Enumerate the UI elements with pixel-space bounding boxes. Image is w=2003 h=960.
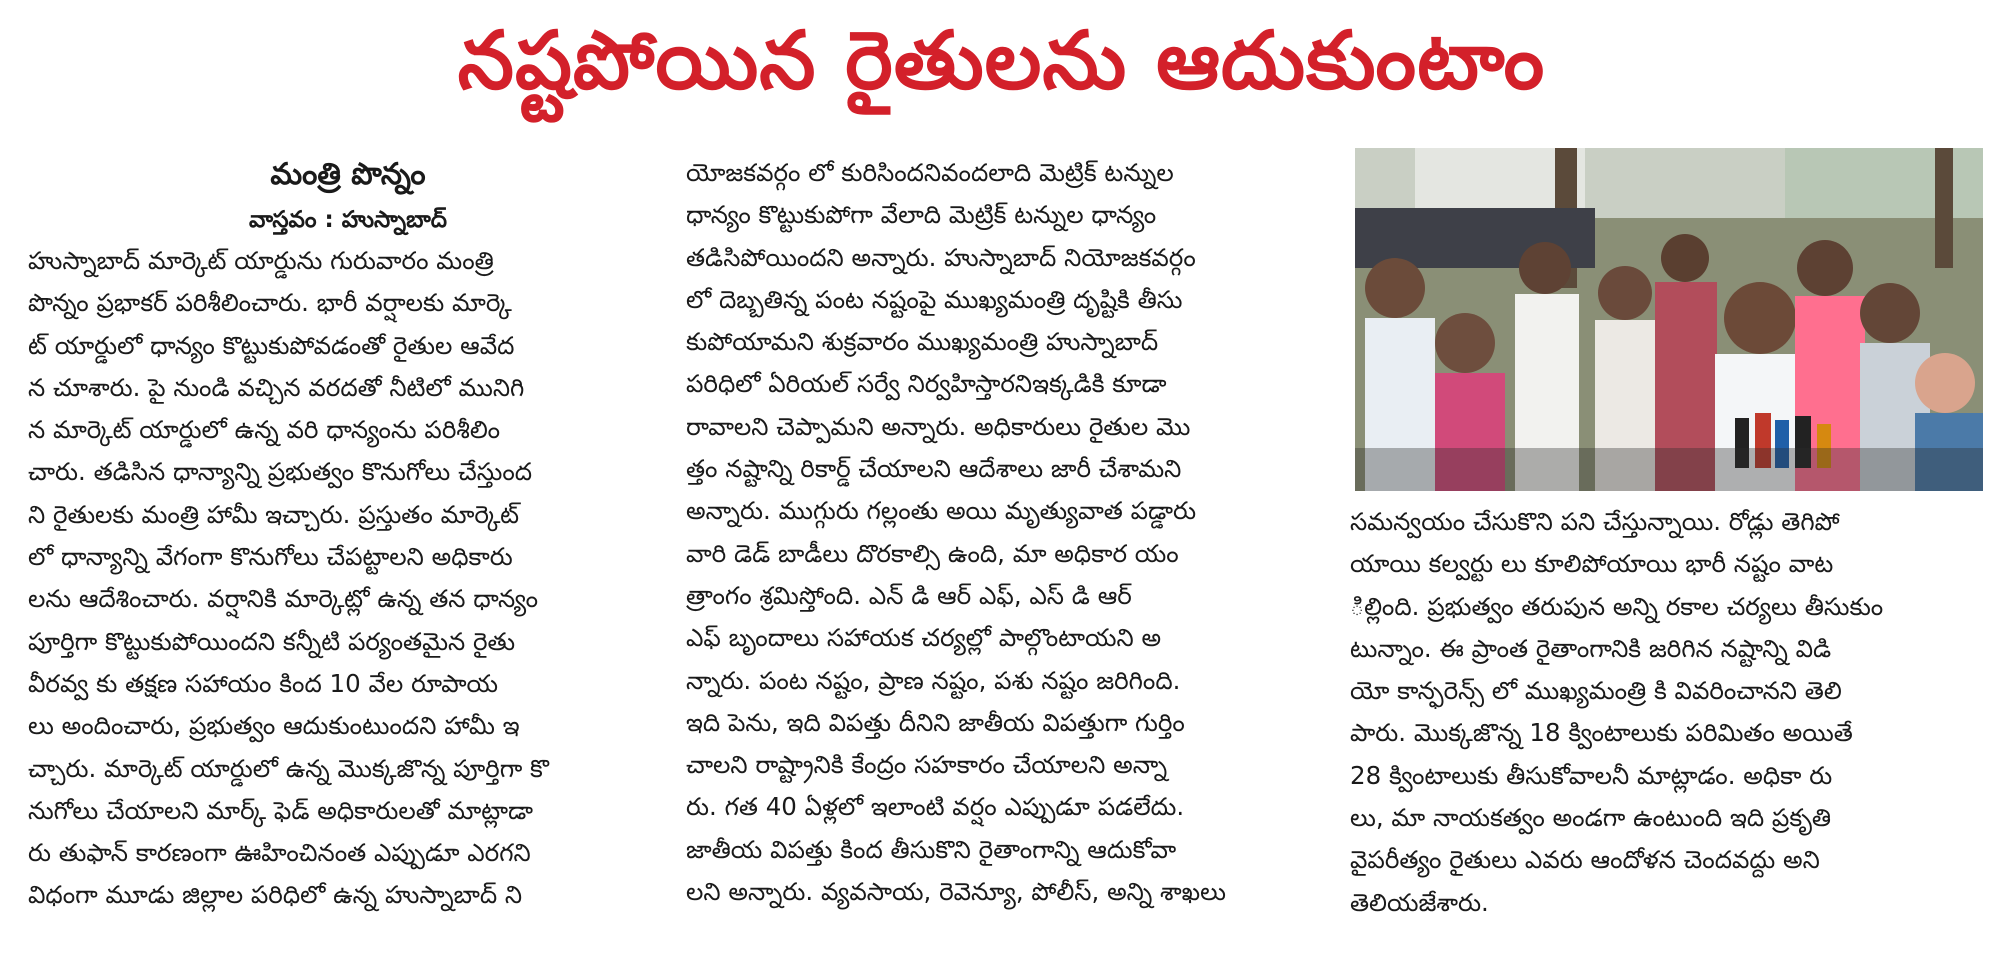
text-line: సమన్వయం చేసుకొని పని చేస్తున్నాయి. రోడ్లు తెగిపో xyxy=(1350,507,1840,536)
text-line: లను ఆదేశించారు. వర్షానికి మార్కెట్లో ఉన్న తన ధాన్యం xyxy=(28,584,538,614)
text-line: వైపరీత్యం రైతులు ఎవరు ఆందోళన చెందవద్దు అని xyxy=(1350,845,1820,875)
text-line: ధాన్యం కొట్టుకుపోగా వేలాది మెట్రిక్ టన్నుల ధాన్యం xyxy=(686,200,1157,230)
byline-place: వాస్తవం : హుస్నాబాద్ xyxy=(248,207,448,233)
text-line: న్నారు. పంట నష్టం, ప్రాణ నష్టం, పశు నష్టం జరిగింది. xyxy=(686,665,1181,695)
text-line: త్తం నష్టాన్ని రికార్డ్ చేయాలని ఆదేశాలు జారీ చేశామని xyxy=(686,454,1182,484)
text-line: పూర్తిగా కొట్టుకుపోయిందని కన్నీటి పర్యంతమైన రైతు xyxy=(28,626,516,656)
text-line: పారు. మొక్కజొన్న 18 క్వింటాలుకు పరిమితం అయితే xyxy=(1350,718,1853,748)
text-line: యో కాన్ఫరెన్స్ లో ముఖ్యమంత్రి కి వివరించానని తెలి xyxy=(1350,676,1842,706)
text-line: లు అందించారు, ప్రభుత్వం ఆదుకుంటుందని హామీ ఇ xyxy=(28,711,520,741)
text-line: టున్నాం. ఈ ప్రాంత రైతాంగానికి జరిగిన నష్టాన్ని విడి xyxy=(1350,633,1832,663)
news-photo xyxy=(1355,148,1983,491)
text-line: ిల్లింది. ప్రభుత్వం తరుపున అన్ని రకాల చర్యలు తీసుకుం xyxy=(1350,591,1884,621)
article-column-2 xyxy=(686,152,1326,913)
text-line: తడిసిపోయిందని అన్నారు. హుస్నాబాద్ నియోజకవర్గం xyxy=(686,242,1196,272)
text-line: చారు. తడిసిన ధాన్యాన్ని ప్రభుత్వం కొనుగోలు చేస్తుంద xyxy=(28,457,533,487)
text-line: రు తుఫాన్ కారణంగా ఊహించినంత ఎప్పుడూ ఎరగని xyxy=(28,838,531,868)
text-line: వీరవ్వ కు తక్షణ సహాయం కింద 10 వేల రూపాయ xyxy=(28,668,498,698)
text-line: లని అన్నారు. వ్యవసాయ, రెవెన్యూ, పోలీస్, అన్ని శాఖలు xyxy=(686,877,1226,907)
text-line: 28 క్వింటాలుకు తీసుకోవాలనీ మాట్లాడం. అధికా రు xyxy=(1350,760,1833,790)
text-line: వారి డెడ్ బాడీలు దొరకాల్సి ఉంది, మా అధికార యం xyxy=(686,538,1179,568)
text-line: త్రాంగం శ్రమిస్తోంది. ఎన్ డి ఆర్ ఎఫ్, ఎస్ డి ఆర్ xyxy=(686,580,1132,610)
text-line: లో ధాన్యాన్ని వేగంగా కొనుగోలు చేపట్టాలని అధికారు xyxy=(28,542,513,572)
headline: నష్టపోయిన రైతులను ఆదుకుంటాం xyxy=(457,14,1546,107)
text-line: చ్చారు. మార్కెట్ యార్డులో ఉన్న మొక్కజొన్న పూర్తిగా కొ xyxy=(28,753,549,783)
text-line: విధంగా మూడు జిల్లాల పరిధిలో ఉన్న హుస్నాబాద్ ని xyxy=(28,880,523,910)
article-column-3 xyxy=(1350,501,1990,924)
text-line: జాతీయ విపత్తు కింద తీసుకొని రైతాంగాన్ని ఆదుకోవా xyxy=(686,834,1177,864)
text-line: ఎఫ్ బృందాలు సహాయక చర్యల్లో పాల్గొంటాయని అ xyxy=(686,623,1162,653)
text-line: న చూశారు. పై నుండి వచ్చిన వరదతో నీటిలో మునిగి xyxy=(28,372,525,402)
text-line: హుస్నాబాద్ మార్కెట్ యార్డును గురువారం మంత్రి xyxy=(28,246,494,275)
article-column-1 xyxy=(28,240,668,917)
text-line: న మార్కెట్ యార్డులో ఉన్న వరి ధాన్యంను పరిశీలిం xyxy=(28,415,501,445)
text-line: లో దెబ్బతిన్న పంట నష్టంపై ముఖ్యమంత్రి దృష్టికి తీసు xyxy=(686,284,1183,314)
text-line: యాయి కల్వర్టు లు కూలిపోయాయి భారీ నష్టం వాట xyxy=(1350,549,1834,579)
text-line: పొన్నం ప్రభాకర్ పరిశీలించారు. భారీ వర్షాలకు మార్కె xyxy=(28,288,512,318)
text-line: నుగోలు చేయాలని మార్క్ ఫెడ్ అధికారులతో మాట్లాడా xyxy=(28,795,534,825)
text-line: ఇది పెను, ఇది విపత్తు దీనిని జాతీయ విపత్తుగా గుర్తిం xyxy=(686,707,1185,737)
text-line: కుపోయామని శుక్రవారం ముఖ్యమంత్రి హుస్నాబాద్ xyxy=(686,327,1159,357)
byline-name: మంత్రి పొన్నం xyxy=(270,157,426,192)
press-briefing-photo xyxy=(1355,148,1983,491)
text-line: పరిధిలో ఏరియల్ సర్వే నిర్వహిస్తారనిఇక్కడికి కూడా xyxy=(686,369,1167,399)
text-line: రు. గత 40 ఏళ్లలో ఇలాంటి వర్షం ఎప్పుడూ పడలేదు. xyxy=(686,792,1185,822)
text-line: ని రైతులకు మంత్రి హామీ ఇచ్చారు. ప్రస్తుతం మార్కెట్ xyxy=(28,499,520,529)
text-line: చాలని రాష్ట్రానికి కేంద్రం సహకారం చేయాలని అన్నా xyxy=(686,750,1168,780)
text-line: యోజకవర్గం లో కురిసిందనివందలాది మెట్రిక్ టన్నుల xyxy=(686,158,1174,187)
text-line: అన్నారు. ముగ్గురు గల్లంతు అయి మృత్యువాత పడ్డారు xyxy=(686,496,1197,526)
text-line: తెలియజేశారు. xyxy=(1350,887,1489,917)
text-line: రావాలని చెప్పామని అన్నారు. అధికారులు రైతుల మొ xyxy=(686,411,1191,441)
text-line: లు, మా నాయకత్వం అండగా ఉంటుంది ఇది ప్రకృతి xyxy=(1350,803,1832,833)
text-line: ట్ యార్డులో ధాన్యం కొట్టుకుపోవడంతో రైతుల ఆవేద xyxy=(28,330,515,360)
